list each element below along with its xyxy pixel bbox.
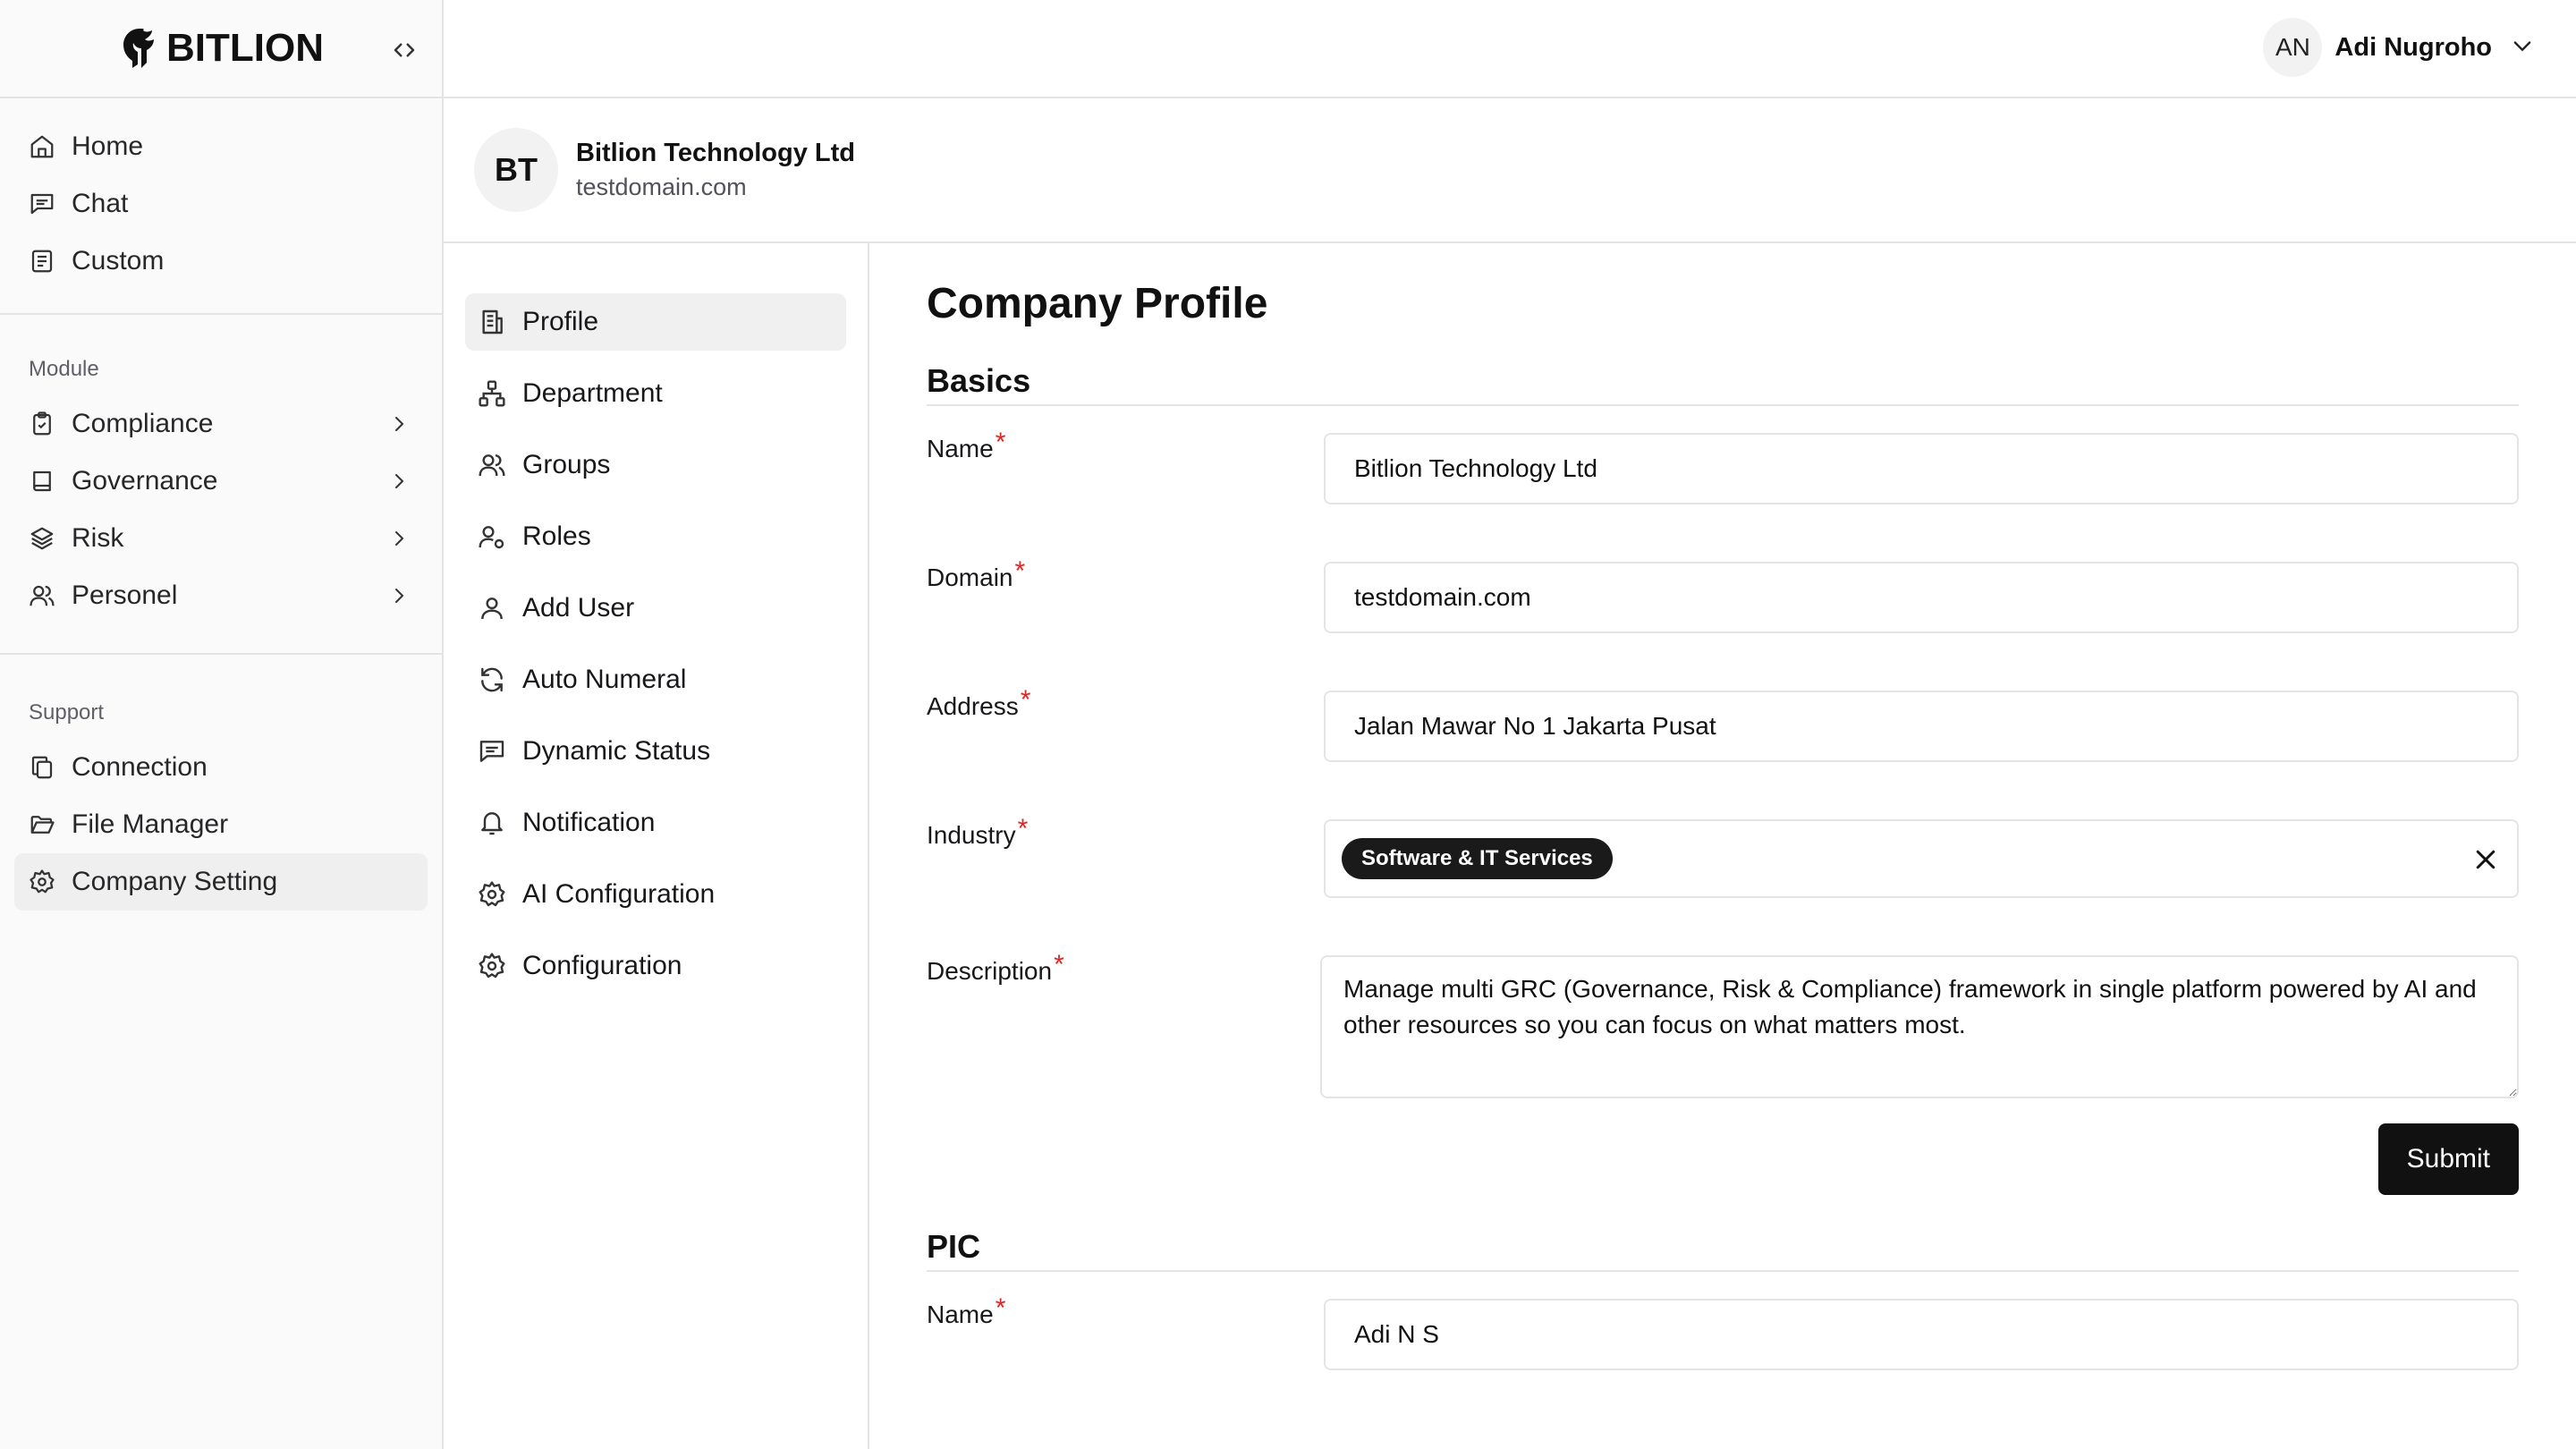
required-mark: * — [995, 1293, 1006, 1323]
sidebar-item-connection[interactable] — [14, 739, 428, 796]
sidebar-item-label: Chat — [72, 189, 129, 218]
page-title: Company Profile — [927, 280, 1268, 327]
bell-icon — [478, 809, 506, 837]
chevron-down-icon[interactable] — [2510, 33, 2535, 63]
refresh-icon — [478, 665, 506, 694]
chevron-right-icon — [388, 528, 410, 549]
user-name[interactable]: Adi Nugroho — [2334, 32, 2492, 62]
sidebar-item-file-manager[interactable] — [14, 796, 428, 853]
user-icon — [478, 594, 506, 623]
chevron-right-icon — [388, 470, 410, 492]
settings-item-department[interactable] — [465, 365, 846, 422]
address-label: Address — [927, 692, 1019, 720]
close-icon[interactable] — [2472, 846, 2499, 873]
sidebar-item-chat[interactable] — [14, 175, 428, 233]
domain-input[interactable] — [1324, 562, 2519, 633]
settings-item-ai-configuration[interactable] — [465, 866, 846, 923]
sidebar-item-governance[interactable] — [14, 453, 428, 510]
sidebar-item-label: File Manager — [72, 809, 229, 839]
sidebar-item-label: Governance — [72, 466, 218, 496]
company-profile-form — [869, 243, 2576, 1449]
company-domain: testdomain.com — [576, 174, 747, 200]
custom-icon — [29, 248, 55, 275]
sidebar-item-label: Risk — [72, 523, 124, 553]
avatar[interactable]: AN — [2263, 18, 2322, 77]
company-avatar: BT — [474, 128, 558, 212]
company-name-input[interactable] — [1324, 433, 2519, 504]
settings-item-label: Auto Numeral — [522, 665, 687, 694]
building-icon — [478, 308, 506, 336]
folder-open-icon — [29, 811, 55, 838]
settings-item-label: Add User — [522, 593, 635, 623]
sidebar — [0, 0, 444, 1449]
form-row-pic-name — [927, 1293, 2519, 1370]
sidebar-item-compliance[interactable] — [14, 395, 428, 453]
settings-item-add-user[interactable] — [465, 580, 846, 637]
support-nav — [0, 655, 442, 927]
settings-item-label: Notification — [522, 808, 656, 837]
submit-button[interactable]: Submit — [2378, 1123, 2519, 1195]
sidebar-item-custom[interactable] — [14, 233, 428, 290]
field-label — [927, 814, 1324, 852]
settings-nav — [444, 243, 869, 1449]
required-mark: * — [995, 428, 1006, 457]
settings-item-roles[interactable] — [465, 508, 846, 565]
sidebar-item-label: Custom — [72, 246, 165, 275]
gear-icon — [29, 869, 55, 895]
industry-select[interactable] — [1324, 819, 2519, 898]
layers-icon — [29, 525, 55, 552]
company-name: Bitlion Technology Ltd — [576, 139, 855, 167]
support-group-label: Support — [29, 700, 105, 724]
form-row-address — [927, 685, 2519, 762]
settings-item-dynamic-status[interactable] — [465, 723, 846, 780]
user-menu[interactable] — [2263, 18, 2535, 77]
settings-item-label: AI Configuration — [522, 879, 716, 909]
chevron-right-icon — [388, 585, 410, 606]
settings-item-label: Dynamic Status — [522, 736, 711, 766]
clipboard-check-icon — [29, 411, 55, 437]
brand-header — [0, 0, 442, 98]
settings-item-notification[interactable] — [465, 794, 846, 852]
domain-label: Domain — [927, 564, 1013, 591]
settings-item-label: Groups — [522, 450, 611, 479]
book-icon — [29, 468, 55, 495]
settings-item-label: Department — [522, 378, 663, 408]
brand-logo[interactable] — [118, 25, 324, 72]
sidebar-item-label: Company Setting — [72, 867, 278, 896]
sidebar-item-company-setting[interactable] — [14, 853, 428, 911]
lion-logo-icon — [118, 25, 161, 72]
settings-item-label: Configuration — [522, 951, 682, 980]
module-group-label: Module — [29, 357, 99, 381]
form-row-name — [927, 428, 2519, 504]
field-label — [927, 428, 1324, 465]
network-icon — [478, 379, 506, 408]
address-input[interactable] — [1324, 691, 2519, 762]
sidebar-item-personel[interactable] — [14, 567, 428, 624]
main-nav — [0, 98, 442, 315]
sidebar-item-risk[interactable] — [14, 510, 428, 567]
name-label: Name — [927, 435, 994, 462]
settings-item-profile[interactable] — [465, 293, 846, 351]
chat-icon — [29, 191, 55, 217]
required-mark: * — [1014, 556, 1026, 586]
field-label — [927, 1293, 1324, 1331]
brand-name: BITLION — [166, 26, 324, 70]
copy-icon — [29, 754, 55, 781]
module-nav — [0, 315, 442, 655]
description-textarea[interactable] — [1320, 955, 2519, 1098]
form-row-description — [927, 950, 2519, 1098]
sidebar-item-label: Connection — [72, 752, 208, 782]
required-mark: * — [1054, 950, 1064, 979]
settings-item-label: Profile — [522, 307, 599, 336]
pic-name-input[interactable] — [1324, 1299, 2519, 1370]
company-header — [444, 98, 2576, 243]
code-brackets-icon — [391, 37, 418, 64]
field-label — [927, 950, 1324, 987]
users-icon — [29, 582, 55, 609]
settings-item-label: Roles — [522, 521, 591, 551]
industry-label: Industry — [927, 821, 1016, 849]
required-mark: * — [1017, 814, 1029, 843]
section-title-basics: Basics — [927, 356, 2519, 406]
settings-item-groups[interactable] — [465, 436, 846, 494]
section-title-pic: PIC — [927, 1222, 2519, 1272]
settings-item-configuration[interactable] — [465, 937, 846, 995]
message-square-icon — [478, 737, 506, 766]
form-row-domain — [927, 556, 2519, 633]
pic-name-label: Name — [927, 1301, 994, 1328]
settings-item-auto-numeral[interactable] — [465, 651, 846, 708]
company-info — [576, 139, 855, 201]
sidebar-item-label: Home — [72, 131, 144, 161]
sidebar-item-label: Personel — [72, 580, 178, 610]
gear-icon — [478, 880, 506, 909]
required-mark: * — [1020, 685, 1031, 715]
sidebar-item-label: Compliance — [72, 409, 214, 438]
home-icon — [29, 133, 55, 160]
chevron-right-icon — [388, 413, 410, 435]
top-bar — [444, 0, 2576, 98]
field-label — [927, 556, 1324, 594]
field-label — [927, 685, 1324, 723]
sidebar-item-home[interactable] — [14, 118, 428, 175]
description-label: Description — [927, 957, 1053, 985]
gear-icon — [478, 952, 506, 980]
collapse-sidebar-button[interactable] — [386, 32, 422, 68]
user-cog-icon — [478, 522, 506, 551]
form-row-industry — [927, 814, 2519, 898]
submit-row — [927, 1123, 2519, 1195]
industry-tag[interactable]: Software & IT Services — [1342, 838, 1613, 879]
users-icon — [478, 451, 506, 479]
